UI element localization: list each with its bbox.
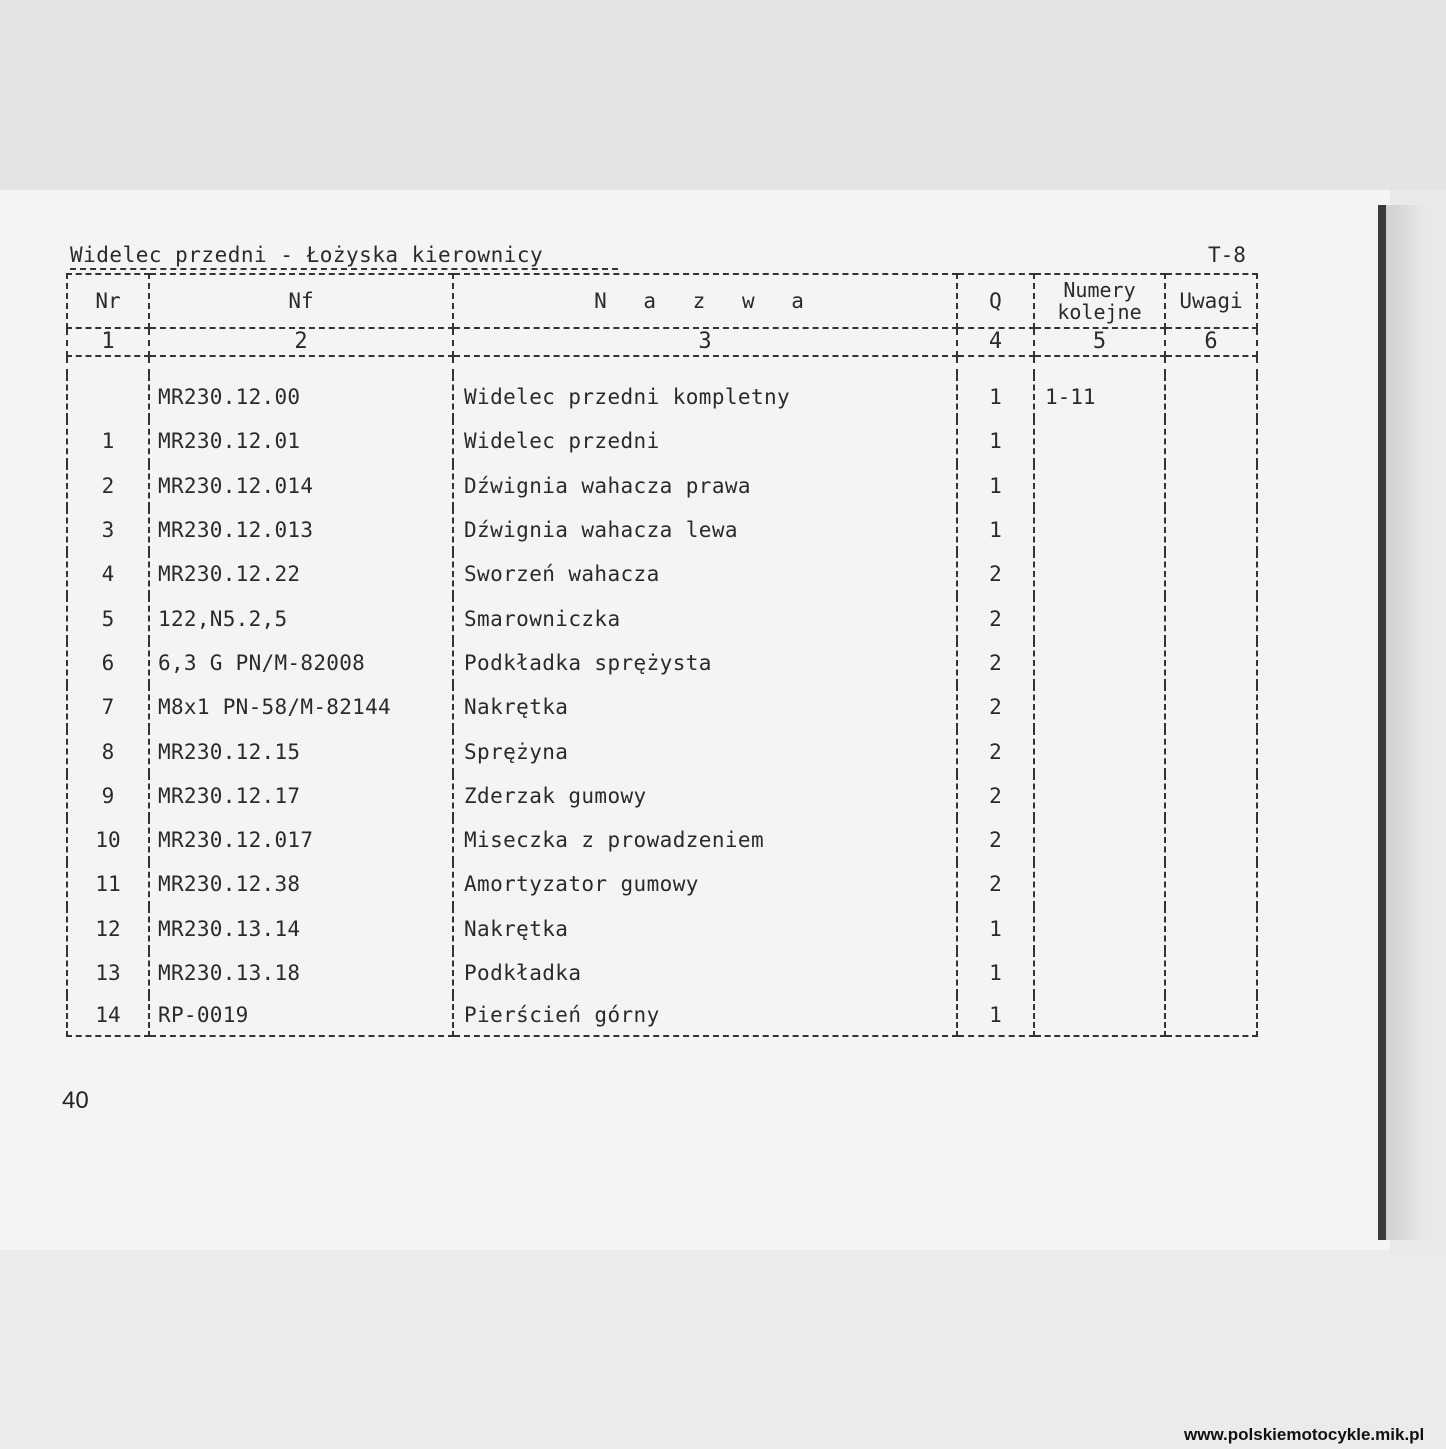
- table-row: [67, 375, 1257, 419]
- col-number: 5: [1034, 328, 1165, 356]
- cell-part-name: Sworzeń wahacza: [453, 552, 957, 596]
- col-header-numbers-line2: kolejne: [1057, 300, 1142, 324]
- cell-part-number: 122,N5.2,5: [149, 596, 453, 640]
- cell-quantity: 2: [957, 774, 1034, 818]
- table-row: [67, 641, 1257, 685]
- cell-serial-numbers: [1034, 552, 1165, 596]
- cell-quantity: 1: [957, 995, 1034, 1036]
- cell-part-number: RP-0019: [149, 995, 453, 1036]
- cell-part-name: Amortyzator gumowy: [453, 862, 957, 906]
- table-row: [67, 995, 1257, 1036]
- cell-nr: [67, 375, 149, 419]
- table-row: [67, 508, 1257, 552]
- col-header-nf: Nf: [149, 274, 453, 328]
- cell-nr: 2: [67, 464, 149, 508]
- cell-quantity: 1: [957, 907, 1034, 951]
- cell-remarks: [1165, 685, 1257, 729]
- cell-quantity: 2: [957, 729, 1034, 773]
- cell-nr: 3: [67, 508, 149, 552]
- cell-nr: 6: [67, 641, 149, 685]
- cell-serial-numbers: [1034, 774, 1165, 818]
- sheet-code: T-8: [1208, 243, 1246, 267]
- col-header-q: Q: [957, 274, 1034, 328]
- col-header-numbers: [1034, 274, 1165, 328]
- table-row: [67, 907, 1257, 951]
- cell-remarks: [1165, 641, 1257, 685]
- cell-part-name: Dźwignia wahacza lewa: [453, 508, 957, 552]
- cell-serial-numbers: [1034, 951, 1165, 995]
- cell-nr: 8: [67, 729, 149, 773]
- spacer-row: [67, 356, 1257, 375]
- cell-part-number: MR230.12.013: [149, 508, 453, 552]
- cell-remarks: [1165, 907, 1257, 951]
- cell-part-number: MR230.12.014: [149, 464, 453, 508]
- table-row: [67, 774, 1257, 818]
- col-header-nr: Nr: [67, 274, 149, 328]
- cell-serial-numbers: [1034, 818, 1165, 862]
- scan-shadow: [1386, 205, 1426, 1240]
- cell-part-number: MR230.13.14: [149, 907, 453, 951]
- cell-serial-numbers: [1034, 995, 1165, 1036]
- cell-remarks: [1165, 995, 1257, 1036]
- cell-quantity: 1: [957, 375, 1034, 419]
- table-row: [67, 685, 1257, 729]
- cell-serial-numbers: [1034, 907, 1165, 951]
- cell-remarks: [1165, 375, 1257, 419]
- table-row: [67, 818, 1257, 862]
- cell-serial-numbers: [1034, 862, 1165, 906]
- cell-quantity: 2: [957, 818, 1034, 862]
- cell-nr: 1: [67, 419, 149, 463]
- cell-part-number: M8x1 PN-58/M-82144: [149, 685, 453, 729]
- cell-remarks: [1165, 862, 1257, 906]
- cell-part-name: Nakrętka: [453, 685, 957, 729]
- table-row: [67, 419, 1257, 463]
- col-number: 6: [1165, 328, 1257, 356]
- cell-part-number: MR230.12.017: [149, 818, 453, 862]
- col-header-numbers-line1: Numery: [1063, 278, 1136, 302]
- cell-serial-numbers: [1034, 729, 1165, 773]
- cell-remarks: [1165, 818, 1257, 862]
- cell-remarks: [1165, 729, 1257, 773]
- cell-quantity: 2: [957, 641, 1034, 685]
- page-edge: [1378, 205, 1386, 1240]
- cell-quantity: 2: [957, 685, 1034, 729]
- table-row: [67, 862, 1257, 906]
- cell-part-number: 6,3 G PN/M-82008: [149, 641, 453, 685]
- cell-nr: 5: [67, 596, 149, 640]
- col-header-remarks: Uwagi: [1165, 274, 1257, 328]
- cell-part-name: Smarowniczka: [453, 596, 957, 640]
- cell-part-name: Sprężyna: [453, 729, 957, 773]
- cell-remarks: [1165, 464, 1257, 508]
- cell-nr: 4: [67, 552, 149, 596]
- table-row: [67, 464, 1257, 508]
- page-number: 40: [62, 1087, 89, 1114]
- col-number: 2: [149, 328, 453, 356]
- cell-quantity: 1: [957, 951, 1034, 995]
- cell-quantity: 1: [957, 419, 1034, 463]
- scan-bottom-margin: [0, 1250, 1446, 1449]
- cell-quantity: 1: [957, 508, 1034, 552]
- cell-remarks: [1165, 774, 1257, 818]
- cell-serial-numbers: 1-11: [1034, 375, 1165, 419]
- cell-serial-numbers: [1034, 464, 1165, 508]
- table-row: [67, 552, 1257, 596]
- cell-serial-numbers: [1034, 641, 1165, 685]
- col-number: 3: [453, 328, 957, 356]
- cell-quantity: 2: [957, 552, 1034, 596]
- col-number: 1: [67, 328, 149, 356]
- table-row: [67, 596, 1257, 640]
- cell-nr: 12: [67, 907, 149, 951]
- cell-nr: 13: [67, 951, 149, 995]
- cell-serial-numbers: [1034, 419, 1165, 463]
- cell-quantity: 2: [957, 596, 1034, 640]
- cell-part-number: MR230.12.01: [149, 419, 453, 463]
- cell-nr: 9: [67, 774, 149, 818]
- cell-remarks: [1165, 552, 1257, 596]
- col-number: 4: [957, 328, 1034, 356]
- scan-top-margin: [0, 0, 1446, 190]
- cell-quantity: 2: [957, 862, 1034, 906]
- cell-nr: 14: [67, 995, 149, 1036]
- cell-serial-numbers: [1034, 596, 1165, 640]
- header-row: [67, 274, 1257, 328]
- cell-part-name: Dźwignia wahacza prawa: [453, 464, 957, 508]
- cell-nr: 7: [67, 685, 149, 729]
- website-watermark: www.polskiemotocykle.mik.pl: [1184, 1425, 1425, 1444]
- cell-part-name: Podkładka sprężysta: [453, 641, 957, 685]
- cell-remarks: [1165, 419, 1257, 463]
- cell-remarks: [1165, 596, 1257, 640]
- cell-part-number: MR230.12.38: [149, 862, 453, 906]
- page-title: Widelec przedni - Łożyska kierownicy: [70, 243, 618, 270]
- cell-part-number: MR230.12.17: [149, 774, 453, 818]
- cell-part-number: MR230.13.18: [149, 951, 453, 995]
- cell-part-number: MR230.12.00: [149, 375, 453, 419]
- table-row: [67, 951, 1257, 995]
- cell-part-name: Miseczka z prowadzeniem: [453, 818, 957, 862]
- cell-nr: 10: [67, 818, 149, 862]
- cell-serial-numbers: [1034, 685, 1165, 729]
- cell-quantity: 1: [957, 464, 1034, 508]
- col-header-name: N a z w a: [453, 274, 957, 328]
- cell-nr: 11: [67, 862, 149, 906]
- cell-part-number: MR230.12.22: [149, 552, 453, 596]
- cell-part-name: Widelec przedni: [453, 419, 957, 463]
- cell-remarks: [1165, 951, 1257, 995]
- cell-part-name: Widelec przedni kompletny: [453, 375, 957, 419]
- cell-part-name: Pierścień górny: [453, 995, 957, 1036]
- column-number-row: [67, 328, 1257, 356]
- cell-remarks: [1165, 508, 1257, 552]
- cell-serial-numbers: [1034, 508, 1165, 552]
- cell-part-number: MR230.12.15: [149, 729, 453, 773]
- cell-part-name: Podkładka: [453, 951, 957, 995]
- parts-table: [66, 273, 1258, 1037]
- cell-part-name: Zderzak gumowy: [453, 774, 957, 818]
- cell-part-name: Nakrętka: [453, 907, 957, 951]
- table-row: [67, 729, 1257, 773]
